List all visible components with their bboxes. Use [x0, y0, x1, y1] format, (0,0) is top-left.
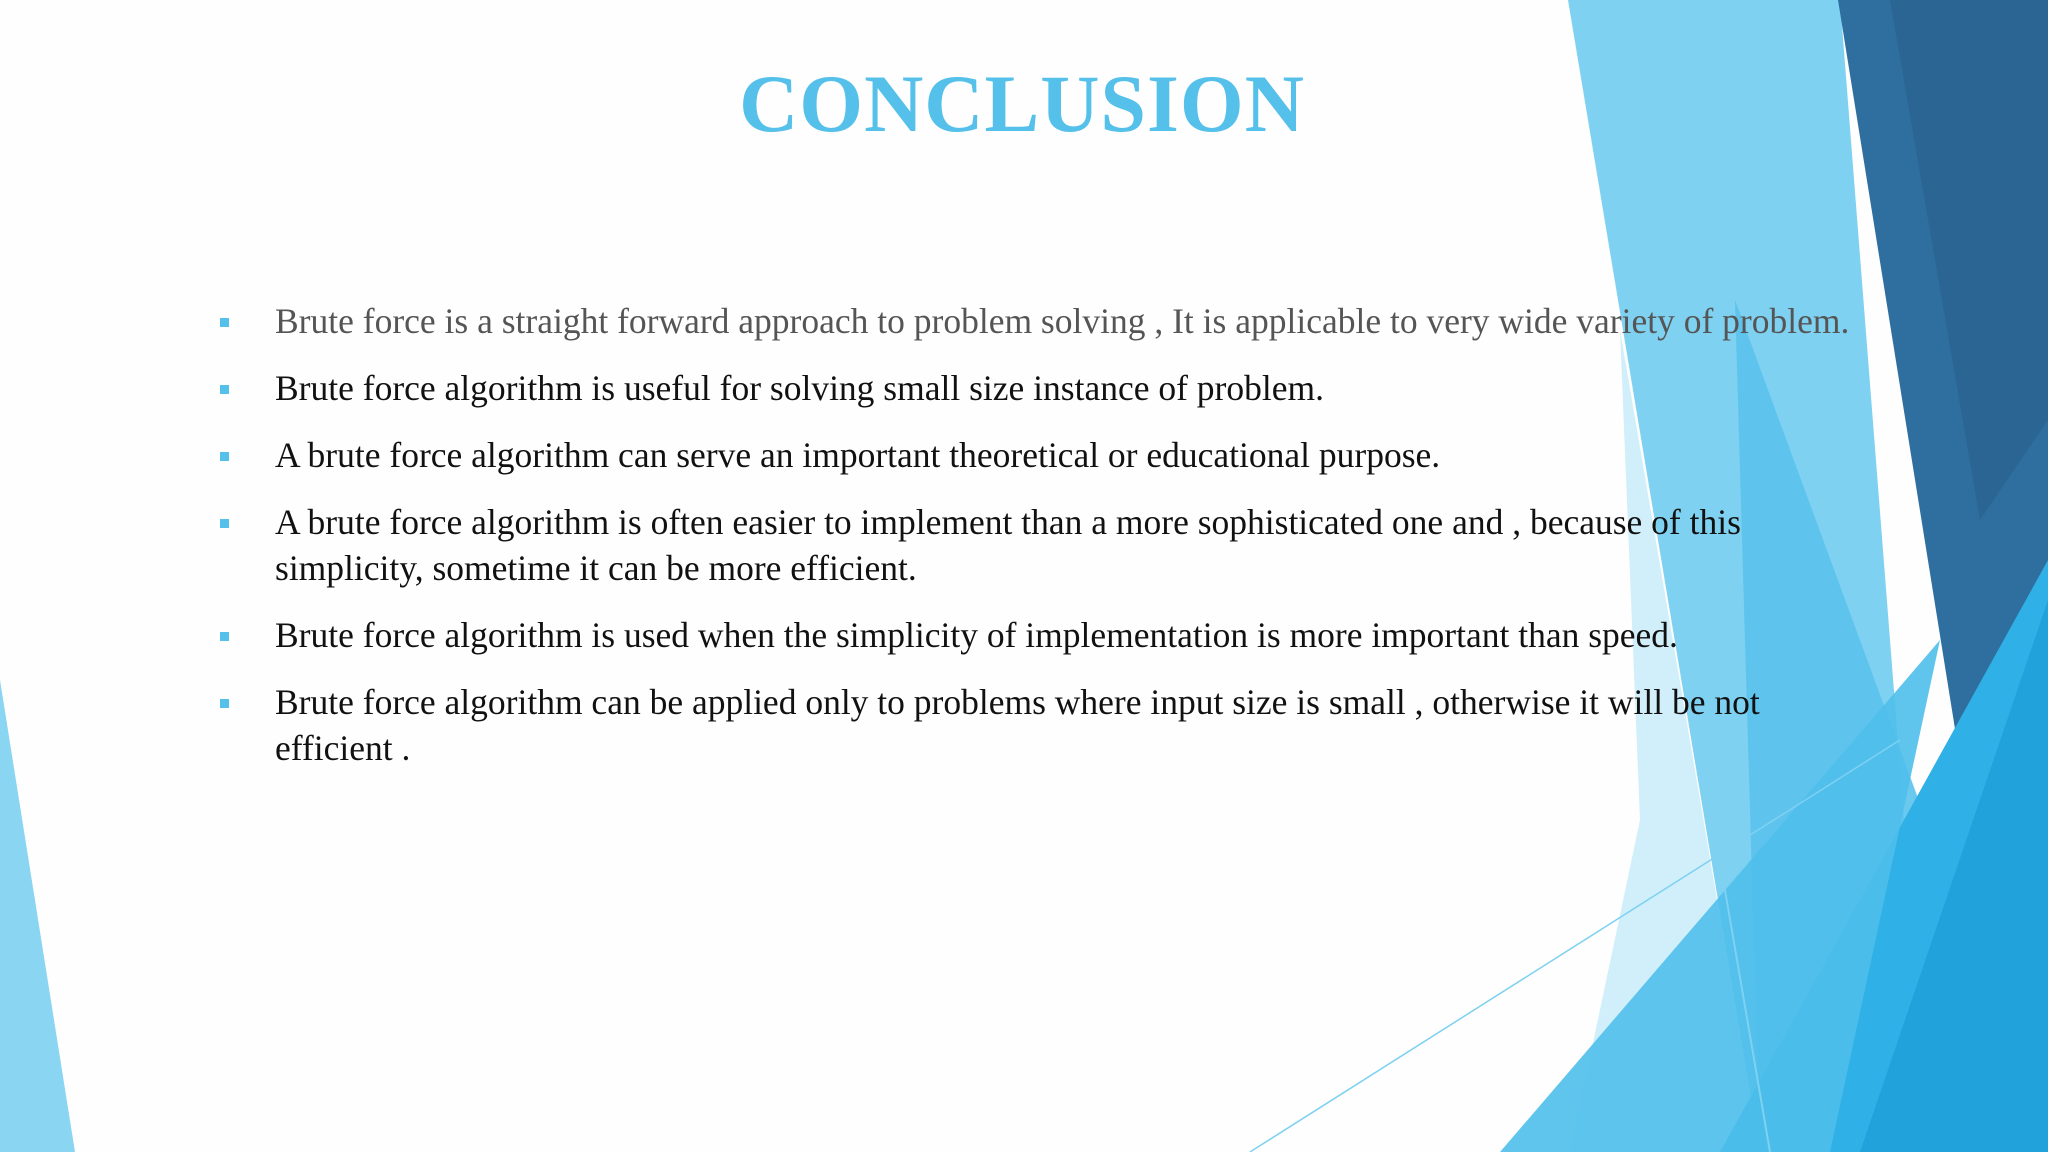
bullet-item: [218, 365, 1878, 411]
square-bullet-icon: [220, 318, 229, 327]
square-bullet-icon: [220, 452, 229, 461]
bullet-item: [218, 679, 1878, 771]
bullet-text: A brute force algorithm can serve an important theoretical or educational purpose.: [275, 435, 1441, 475]
left-sliver-shape: [0, 680, 75, 1152]
square-bullet-icon: [220, 519, 229, 528]
square-bullet-icon: [220, 632, 229, 641]
bullet-text: A brute force algorithm is often easier to implement than a more sophisticated one and , because of this simplicity, sometime it can be more efficient.: [275, 502, 1741, 588]
square-bullet-icon: [220, 699, 229, 708]
square-bullet-icon: [220, 385, 229, 394]
bullet-list: [218, 298, 1878, 792]
slide-title: [0, 58, 2048, 150]
bullet-text: Brute force algorithm can be applied only to problems where input size is small , otherwise it will be not efficient .: [275, 682, 1760, 768]
bullet-item: [218, 499, 1878, 591]
slide-title-text: CONCLUSION: [739, 58, 1305, 149]
bullet-text: Brute force algorithm is useful for solving small size instance of problem.: [275, 368, 1324, 408]
bullet-text: Brute force is a straight forward approach to problem solving , It is applicable to very wide variety of problem.: [275, 301, 1850, 341]
bullet-item: [218, 432, 1878, 478]
bullet-text: Brute force algorithm is used when the simplicity of implementation is more important than speed.: [275, 615, 1678, 655]
bullet-item: [218, 612, 1878, 658]
bullet-item: [218, 298, 1878, 344]
